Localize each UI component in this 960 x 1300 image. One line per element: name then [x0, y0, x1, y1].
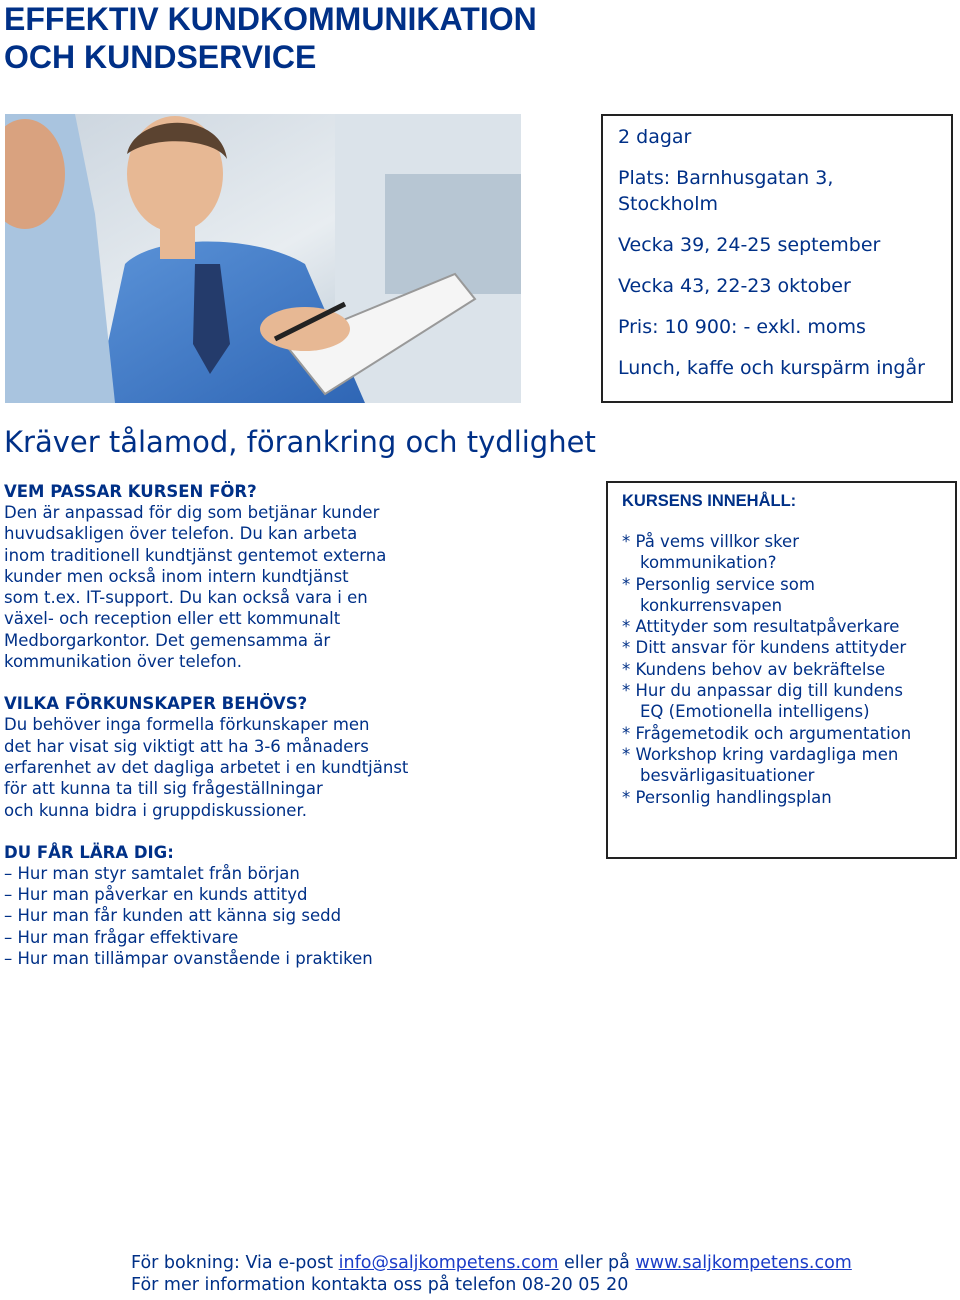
footer — [131, 1252, 852, 1296]
who-line: växel- och reception eller ett kommunalt — [4, 609, 341, 629]
prereq-line: det har visat sig viktigt att ha 3-6 månaders — [4, 736, 369, 756]
contents-item: * Personlig service som konkurrensvapen — [622, 574, 815, 615]
contents-item: * Kundens behov av bekräftelse — [622, 659, 886, 679]
who-line: inom traditionell kundtjänst gentemot externa — [4, 545, 387, 565]
course-contents-box — [606, 481, 957, 859]
info-price: Pris: 10 900: - exkl. moms — [618, 316, 866, 338]
contents-heading: KURSENS INNEHÅLL: — [622, 492, 797, 510]
footer-phone-line: För mer information kontakta oss på telefon 08-20 05 20 — [131, 1275, 629, 1295]
footer-middle: eller på — [558, 1253, 636, 1273]
footer-booking-line — [131, 1252, 852, 1274]
who-line: huvudsakligen över telefon. Du kan arbeta — [4, 524, 358, 544]
prereq-line: och kunna bidra i gruppdiskussioner. — [4, 800, 307, 820]
website-link[interactable]: www.saljkompetens.com — [635, 1253, 852, 1273]
contents-item: * Hur du anpassar dig till kundens EQ (Emotionella intelligens) — [622, 681, 903, 722]
who-line: kunder men också inom intern kundtjänst — [4, 566, 349, 586]
page-title — [4, 0, 644, 76]
who-line: kommunikation över telefon. — [4, 652, 242, 672]
who-heading: VEM PASSAR KURSEN FÖR? — [4, 482, 257, 501]
learn-item: – Hur man frågar effektivare — [4, 927, 239, 947]
prereq-line: erfarenhet av det dagliga arbetet i en kundtjänst — [4, 757, 409, 777]
contents-item: * Attityder som resultatpåverkare — [622, 617, 900, 637]
contents-item: * Ditt ansvar för kundens attityder — [622, 638, 907, 658]
email-link[interactable]: info@saljkompetens.com — [338, 1253, 559, 1273]
contents-item: * Frågemetodik och argumentation — [622, 723, 912, 743]
contents-item: * På vems villkor sker kommunikation? — [622, 532, 799, 573]
info-included: Lunch, kaffe och kurspärm ingår — [618, 357, 925, 379]
course-photo — [5, 114, 521, 403]
prereq-line: för att kunna ta till sig frågeställningar — [4, 779, 323, 799]
info-week-43: Vecka 43, 22-23 oktober — [618, 275, 851, 297]
prereq-text — [4, 714, 474, 820]
contents-item: * Workshop kring vardagliga men besvärligasituationer — [622, 744, 899, 786]
learn-item: – Hur man påverkar en kunds attityd — [4, 885, 308, 905]
contents-item: * Personlig handlingsplan — [622, 787, 832, 807]
left-column — [4, 481, 474, 969]
prereq-line: Du behöver inga formella förkunskaper men — [4, 715, 370, 735]
photo-illustration — [5, 114, 521, 403]
info-week-39: Vecka 39, 24-25 september — [618, 234, 881, 256]
title-line-2: OCH KUNDSERVICE — [4, 39, 317, 75]
who-line: som t.ex. IT-support. Du kan också vara i en — [4, 588, 368, 608]
learn-item: – Hur man styr samtalet från början — [4, 863, 300, 883]
footer-prefix: För bokning: Via e-post — [131, 1253, 339, 1273]
info-duration: 2 dagar — [618, 126, 692, 148]
prereq-heading: VILKA FÖRKUNSKAPER BEHÖVS? — [4, 694, 308, 714]
who-text — [4, 502, 474, 672]
who-line: Medborgarkontor. Det gemensamma är — [4, 630, 331, 650]
info-location: Plats: Barnhusgatan 3, Stockholm — [618, 167, 834, 215]
title-line-1: EFFEKTIV KUNDKOMMUNIKATION — [4, 1, 537, 37]
learn-heading: DU FÅR LÄRA DIG: — [4, 842, 174, 862]
who-line: Den är anpassad för dig som betjänar kunder — [4, 503, 380, 522]
learn-list — [4, 863, 474, 969]
learn-item: – Hur man får kunden att känna sig sedd — [4, 906, 342, 926]
page-subtitle: Kräver tålamod, förankring och tydlighet — [4, 425, 596, 459]
learn-item: – Hur man tillämpar ovanstående i praktiken — [4, 949, 373, 969]
course-info-box — [601, 114, 953, 403]
